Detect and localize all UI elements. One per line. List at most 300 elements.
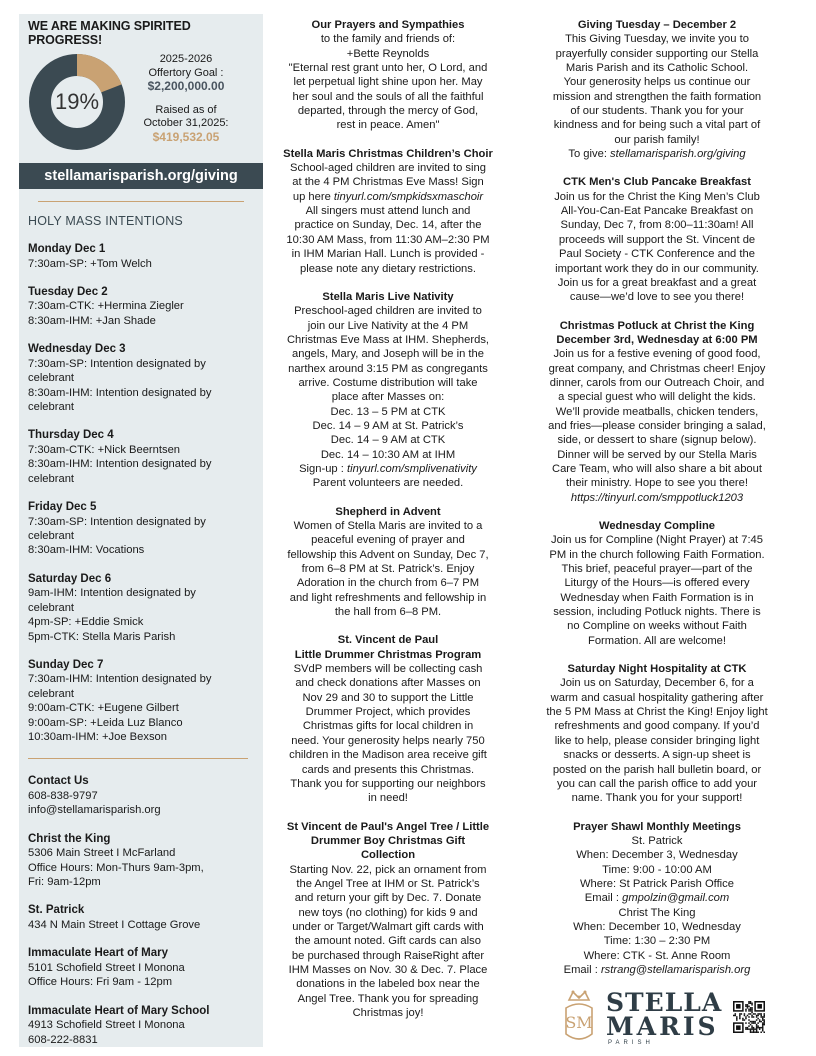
- mass-day: [28, 242, 254, 271]
- logo-line-2: MARIS: [606, 1012, 719, 1041]
- article-line: [269, 476, 507, 490]
- line-text: no Compline on weeks without Faith: [567, 620, 747, 633]
- article-line: [536, 691, 778, 705]
- mass-intention-line: 8:30am-IHM: Intention designated by: [28, 458, 212, 471]
- article-line: [269, 405, 507, 419]
- line-text: +Bette Reynolds: [346, 47, 430, 60]
- line-text: need. Your generosity helps nearly 750: [291, 734, 485, 747]
- line-text: All singers must attend lunch and: [305, 205, 471, 218]
- article-line: [536, 362, 778, 376]
- article-line: [269, 949, 507, 963]
- article-line: [536, 61, 778, 75]
- article: [269, 820, 507, 1021]
- article-line: [536, 777, 778, 791]
- line-text: Sunday, Dec 7, from 8:00–11:30am! All: [560, 219, 754, 232]
- mass-day-title: Friday Dec 5: [28, 501, 97, 514]
- mass-intention-line: celebrant: [28, 372, 75, 385]
- line-text: departed, through the mercy of God,: [297, 105, 479, 118]
- contact-block: [28, 1004, 254, 1047]
- line-text: and return your gift by Dec. 7. Donate: [294, 892, 482, 905]
- line-text: important work they do in our community.: [555, 262, 759, 275]
- line-text: Formation. All are welcome!: [587, 634, 727, 647]
- middle-column: [269, 18, 507, 1034]
- line-text: All-You-Can-Eat Pancake Breakfast on: [560, 205, 754, 218]
- line-text: refreshments and good company. If you’d: [554, 720, 760, 733]
- article-line: [536, 848, 778, 862]
- mass-day: [28, 285, 254, 328]
- article-line: [269, 719, 507, 733]
- progress-title: WE ARE MAKING SPIRITED PROGRESS!: [28, 19, 191, 47]
- article-line: [536, 47, 778, 61]
- mass-intention-line: 5pm-CTK: Stella Maris Parish: [28, 630, 176, 643]
- article-line: [269, 448, 507, 462]
- article-line: [269, 992, 507, 1006]
- article-title: Wednesday Compline: [598, 520, 716, 532]
- line-text: When: December 10, Wednesday: [573, 920, 741, 933]
- line-text: Care Team, who will also share a bit about: [552, 462, 762, 475]
- article-line: [536, 491, 778, 505]
- line-text: Maris Parish and its Catholic School.: [565, 62, 749, 75]
- article-line: [269, 32, 507, 46]
- article-line: [536, 791, 778, 805]
- article-line: [269, 462, 507, 476]
- goal-block: [136, 53, 236, 144]
- mass-intention-line: 7:30am-CTK: +Hermina Ziegler: [28, 300, 184, 313]
- line-text: Dinner will be served by our Stella Maris: [557, 448, 757, 461]
- article-line: [536, 676, 778, 690]
- article-line: [536, 634, 778, 648]
- contact-title: Immaculate Heart of Mary: [28, 947, 168, 960]
- line-text: new toys (no clothing) for kids 9 and: [298, 906, 478, 919]
- giving-url-banner[interactable]: stellamarisparish.org/giving: [19, 163, 263, 189]
- line-text: the Angel Tree at IHM or St. Patrick’s: [296, 877, 480, 890]
- mass-intention-line: 7:30am-SP: +Tom Welch: [28, 257, 152, 270]
- article-line: [269, 362, 507, 376]
- line-link[interactable]: rstrang@stellamarisparish.org: [600, 963, 751, 976]
- line-text: prayerfully consider supporting our Stella: [555, 47, 759, 60]
- article-line: [269, 204, 507, 218]
- contact-block: [28, 903, 254, 932]
- raised-label-2: October 31,2025:: [143, 117, 229, 129]
- article-title: Collection: [360, 849, 416, 862]
- article-line: [536, 533, 778, 547]
- line-text: We’ll provide meatballs, chicken tenders,: [555, 405, 759, 418]
- article: [269, 147, 507, 276]
- article-line: [269, 304, 507, 318]
- line-text: Dec. 14 – 10:30 AM at IHM: [320, 448, 456, 461]
- article-line: [536, 419, 778, 433]
- article-line: [269, 977, 507, 991]
- article-line: [269, 319, 507, 333]
- mass-intention-line: 8:30am-IHM: +Jan Shade: [28, 314, 156, 327]
- mass-intention-line: 9am-IHM: Intention designated by: [28, 587, 196, 600]
- divider: [28, 758, 248, 759]
- line-text: Christmas gifts for local children in: [302, 720, 474, 733]
- line-text: Time: 9:00 - 10:00 AM: [602, 863, 712, 876]
- article-line: [269, 161, 507, 175]
- article-line: [536, 763, 778, 777]
- article-line: [536, 462, 778, 476]
- article-line: [269, 763, 507, 777]
- article-title: CTK Men's Club Pancake Breakfast: [563, 176, 751, 189]
- article-line: [536, 433, 778, 447]
- article-title: Stella Maris Christmas Children’s Choir: [283, 147, 493, 160]
- mass-intention-line: 4pm-SP: +Eddie Smick: [28, 616, 144, 629]
- line-text: Nov 29 and 30 to support the Little: [302, 691, 474, 704]
- line-text: Where: CTK - St. Anne Room: [583, 949, 731, 962]
- line-text: in IHM Marian Hall. Lunch is provided -: [291, 248, 485, 261]
- article-line: [536, 605, 778, 619]
- article-line: [536, 934, 778, 948]
- article: [536, 18, 778, 161]
- divider: [38, 201, 244, 202]
- line-text: dinner, carols from our Outreach Choir, and: [549, 376, 765, 389]
- mass-day-title: Wednesday Dec 3: [28, 343, 126, 356]
- line-text: Email :: [584, 892, 623, 905]
- mass-intention-line: 9:00am-CTK: +Eugene Gilbert: [28, 702, 179, 715]
- line-text: and light refreshments and fellowship in: [289, 591, 487, 604]
- article-line: [536, 748, 778, 762]
- line-text: Paul Society - CTK Conference and the: [559, 248, 755, 261]
- article: [269, 633, 507, 805]
- line-text: St. Patrick: [631, 834, 683, 847]
- contact-line: Office Hours: Fri 9am - 12pm: [28, 976, 173, 989]
- article-title: Saturday Night Hospitality at CTK: [567, 663, 747, 676]
- contact-title: Christ the King: [28, 832, 111, 845]
- article-line: [269, 347, 507, 361]
- article-title: St. Vincent de Paul: [337, 634, 439, 647]
- mass-intention-line: celebrant: [28, 529, 75, 542]
- line-text: her soul and the souls of all the faithful: [292, 90, 484, 103]
- article: [269, 18, 507, 133]
- article-line: [536, 75, 778, 89]
- line-text: Time: 1:30 – 2:30 PM: [603, 935, 711, 948]
- line-link[interactable]: gmpolzin@gmail.com: [622, 892, 730, 905]
- article: [536, 820, 778, 978]
- article-line: [536, 218, 778, 232]
- article-line: [536, 906, 778, 920]
- article-line: [536, 190, 778, 204]
- line-text: a special guest who will delight the kids.: [558, 391, 756, 404]
- mass-intention-line: celebrant: [28, 601, 75, 614]
- article: [536, 319, 778, 505]
- mass-intention-line: celebrant: [28, 400, 75, 413]
- crown-monogram-icon: [560, 988, 598, 1046]
- mass-intention-line: 8:30am-IHM: Vocations: [28, 544, 145, 557]
- line-text: "Eternal rest grant unto her, O Lord, and: [288, 62, 488, 75]
- article-line: [269, 662, 507, 676]
- contact-line: 5101 Schofield Street I Monona: [28, 961, 185, 974]
- mass-day: [28, 500, 254, 558]
- article-line: [269, 734, 507, 748]
- article-line: [269, 1006, 507, 1020]
- article-line: [536, 133, 778, 147]
- article-line: [269, 175, 507, 189]
- article-line: [536, 548, 778, 562]
- article-line: [269, 247, 507, 261]
- line-text: and fries—please consider bringing a salad,: [548, 419, 766, 432]
- article-line: [269, 863, 507, 877]
- mass-intention-line: 7:30am-SP: Intention designated by: [28, 357, 206, 370]
- contact-block: [28, 832, 254, 890]
- article-line: [269, 262, 507, 276]
- line-text: donations in the labeled box near the: [296, 978, 480, 991]
- line-text: Where: St Patrick Parish Office: [580, 877, 734, 890]
- article-title: Shepherd in Advent: [335, 505, 441, 518]
- article-line: [269, 676, 507, 690]
- article-line: [269, 104, 507, 118]
- line-text: cards and presents this Christmas.: [301, 763, 475, 776]
- contact-line: info@stellamarisparish.org: [28, 804, 161, 817]
- article-line: [536, 147, 778, 161]
- article-line: [536, 118, 778, 132]
- article-title: St Vincent de Paul's Angel Tree / Little: [286, 820, 490, 833]
- article-title: December 3rd, Wednesday at 6:00 PM: [556, 333, 758, 346]
- article-line: [536, 963, 778, 977]
- contact-block: [28, 774, 254, 817]
- line-link[interactable]: stellamarisparish.org/giving: [610, 148, 746, 161]
- article-line: [269, 591, 507, 605]
- contact-line: 4913 Schofield Street I Monona: [28, 1019, 185, 1032]
- contact-line: Fri: 9am-12pm: [28, 876, 101, 889]
- mass-day: [28, 658, 254, 745]
- mass-day: [28, 342, 254, 414]
- article-line: [536, 591, 778, 605]
- line-text: in need!: [368, 792, 408, 805]
- article-line: [536, 576, 778, 590]
- contact-line: 608-222-8831: [28, 1033, 98, 1046]
- article: [536, 175, 778, 304]
- article-line: [269, 390, 507, 404]
- article-line: [536, 863, 778, 877]
- raised-label-1: Raised as of: [155, 103, 217, 116]
- mass-day-title: Tuesday Dec 2: [28, 285, 108, 298]
- line-text: Join us for Compline (Night Prayer) at 7:45: [550, 534, 764, 547]
- line-text: like to help, please consider bringing light: [554, 734, 760, 747]
- article-line: [269, 519, 507, 533]
- goal-year: 2025-2026: [159, 53, 213, 65]
- article-line: [536, 476, 778, 490]
- article-line: [269, 934, 507, 948]
- sidebar: [19, 14, 263, 1047]
- mass-intentions-list: [28, 242, 254, 744]
- line-text: Join us for a festive evening of good food,: [553, 348, 761, 361]
- goal-amount: $2,200,000.00: [147, 79, 225, 93]
- line-text: name. Thank you for your support!: [571, 792, 743, 805]
- line-text: let perpetual light shine upon her. May: [293, 76, 483, 89]
- line-link[interactable]: tinyurl.com/smpkidsxmaschoir: [333, 190, 484, 203]
- article-line: [536, 104, 778, 118]
- article-line: [269, 605, 507, 619]
- contact-line: 5306 Main Street I McFarland: [28, 847, 176, 860]
- article-line: [536, 891, 778, 905]
- right-column: [536, 18, 778, 991]
- line-text: Join us for the Christ the King Men’s Club: [554, 190, 760, 203]
- article-line: [536, 32, 778, 46]
- mass-intention-line: 7:30am-IHM: Intention designated by: [28, 673, 212, 686]
- contact-line: Office Hours: Mon-Thurs 9am-3pm,: [28, 861, 204, 874]
- mass-day-title: Sunday Dec 7: [28, 658, 104, 671]
- line-text: Adoration in the church from 6–7 PM: [296, 577, 480, 590]
- line-text: arrive. Costume distribution will take: [298, 376, 478, 389]
- line-text: mission and strengthen the faith formation: [552, 90, 762, 103]
- line-text: Sign-up :: [299, 462, 347, 475]
- article-line: [269, 705, 507, 719]
- article-line: [536, 347, 778, 361]
- article-line: [536, 562, 778, 576]
- contact-title: Immaculate Heart of Mary School: [28, 1004, 210, 1017]
- article: [269, 505, 507, 620]
- article-line: [536, 705, 778, 719]
- mass-intention-line: celebrant: [28, 472, 75, 485]
- line-text: to the family and friends of:: [320, 33, 456, 46]
- article-line: [269, 90, 507, 104]
- line-text: When: December 3, Wednesday: [576, 849, 738, 862]
- line-text: Thank you for supporting our neighbors: [290, 777, 486, 790]
- line-text: Drummer Project, which provides: [305, 706, 471, 719]
- article-line: [536, 877, 778, 891]
- offertory-progress: [28, 53, 254, 153]
- mass-intention-line: 7:30am-SP: Intention designated by: [28, 515, 206, 528]
- line-text: Wednesday when Faith Formation is in: [560, 591, 754, 604]
- line-text: Join us for a great breakfast and a great: [557, 276, 757, 289]
- line-text: the 5 PM Mass at Christ the King! Enjoy light: [546, 706, 768, 719]
- article-line: [536, 448, 778, 462]
- article-line: [269, 963, 507, 977]
- line-text: practice on Sunday, Dec. 14, after the: [294, 219, 482, 232]
- line-text: fellowship this Advent on Sunday, Dec 7,: [287, 548, 489, 561]
- logo-line-1: STELLA: [606, 988, 723, 1017]
- line-text: be purchased through RaiseRight after: [291, 949, 485, 962]
- line-text: This brief, peaceful prayer—part of the: [561, 563, 753, 576]
- article-line: [269, 791, 507, 805]
- line-text: the amount noted. Gift cards can also: [295, 935, 481, 948]
- line-text: please note any dietary restrictions.: [300, 262, 476, 275]
- article-title: Little Drummer Christmas Program: [294, 648, 482, 661]
- line-text: 10:30 AM Mass, from 11:30 AM–2:30 PM: [286, 233, 490, 246]
- line-text: Christ The King: [618, 906, 696, 919]
- line-text: warm and casual hospitality gathering after: [550, 691, 764, 704]
- mass-intentions-title: HOLY MASS INTENTIONS: [28, 214, 183, 228]
- article-line: [269, 218, 507, 232]
- line-text: This Giving Tuesday, we invite you to: [565, 33, 749, 46]
- line-text: Dec. 14 – 9 AM at St. Patrick’s: [312, 419, 464, 432]
- article: [269, 290, 507, 491]
- article-line: [269, 376, 507, 390]
- article-line: [269, 748, 507, 762]
- line-text: side, or dessert to share (signup below).: [557, 434, 757, 447]
- line-text: place after Masses on:: [331, 391, 445, 404]
- contact-line: 608-838-9797: [28, 789, 98, 802]
- line-link[interactable]: https://tinyurl.com/smppotluck1203: [570, 491, 744, 504]
- mass-day: [28, 428, 254, 486]
- article-line: [269, 533, 507, 547]
- article-title: Our Prayers and Sympathies: [311, 19, 465, 31]
- article-line: [536, 90, 778, 104]
- mass-day-title: Saturday Dec 6: [28, 572, 112, 585]
- logo-subtitle: PARISH: [608, 1040, 654, 1046]
- article: [536, 662, 778, 805]
- line-text: Liturgy of the Hours—is offered every: [564, 577, 750, 590]
- article-line: [536, 949, 778, 963]
- article-line: [269, 419, 507, 433]
- line-text: great company, and Christmas cheer! Enjoy: [548, 362, 766, 375]
- article-line: [269, 562, 507, 576]
- article-line: [269, 920, 507, 934]
- line-text: kindness and for being such a vital part of: [553, 119, 761, 132]
- article-line: [269, 61, 507, 75]
- line-text: Angel Tree. Thank you for spreading: [297, 992, 479, 1005]
- line-text: PM in the church following Faith Formation.: [549, 548, 765, 561]
- article-line: [536, 204, 778, 218]
- article-line: [269, 691, 507, 705]
- line-text: session, including Potluck nights. There is: [553, 606, 761, 619]
- article-line: [536, 262, 778, 276]
- qr-code-icon[interactable]: [733, 1001, 765, 1033]
- article-line: [269, 47, 507, 61]
- mass-intention-line: 8:30am-IHM: Intention designated by: [28, 386, 212, 399]
- line-text: SVdP members will be collecting cash: [293, 663, 483, 676]
- article-title: Drummer Boy Christmas Gift: [310, 834, 466, 847]
- line-text: IHM Masses on Nov. 30 & Dec. 7. Place: [288, 963, 488, 976]
- line-text: Dec. 14 – 9 AM at CTK: [330, 434, 446, 447]
- article-title: Giving Tuesday – December 2: [577, 19, 737, 31]
- contact-list: [28, 774, 254, 1047]
- line-text: the hall from 6–8 PM.: [334, 606, 442, 619]
- article-line: [536, 834, 778, 848]
- article-line: [536, 920, 778, 934]
- article-line: [536, 233, 778, 247]
- raised-amount: $419,532.05: [152, 129, 220, 144]
- line-text: Christmas joy!: [352, 1007, 424, 1019]
- progress-percent: 19%: [54, 89, 100, 114]
- line-text: Your generosity helps us continue our: [563, 76, 751, 89]
- line-text: our parish family!: [614, 133, 700, 146]
- article-line: [536, 719, 778, 733]
- line-link[interactable]: tinyurl.com/smplivenativity: [346, 462, 477, 475]
- goal-label: Offertory Goal :: [148, 66, 224, 79]
- logo-monogram: SM: [565, 1013, 593, 1032]
- article-line: [269, 433, 507, 447]
- article-line: [536, 405, 778, 419]
- contact-title: Contact Us: [28, 775, 89, 788]
- line-text: Dec. 13 – 5 PM at CTK: [330, 405, 446, 418]
- line-text: up here: [292, 190, 334, 203]
- line-text: and check donations after Masses on: [295, 677, 481, 690]
- line-text: Starting Nov. 22, pick an ornament from: [289, 863, 487, 876]
- line-text: their ministry. Hope to see you there!: [566, 477, 748, 490]
- article-line: [269, 877, 507, 891]
- line-text: angels, Mary, and Joseph will be in the: [292, 348, 484, 361]
- article-line: [269, 118, 507, 132]
- line-text: from 6–8 PM at St. Patrick’s. Enjoy: [301, 563, 475, 576]
- article-line: [269, 906, 507, 920]
- line-text: Email :: [563, 963, 601, 976]
- line-text: snacks or desserts. A sign-up sheet is: [563, 749, 751, 762]
- line-text: posted on the parish hall bulletin board, or: [552, 763, 762, 776]
- line-text: Parent volunteers are needed.: [312, 477, 464, 490]
- article-line: [269, 576, 507, 590]
- line-text: peaceful evening of prayer and: [311, 534, 465, 547]
- line-text: of our students. Thank you for your: [570, 105, 744, 118]
- mass-day-title: Thursday Dec 4: [28, 429, 114, 442]
- line-text: Preschool-aged children are invited to: [294, 305, 482, 318]
- line-text: narthex around 3:15 PM as congregants: [288, 362, 488, 375]
- line-text: under or Target/Walmart gift cards with: [292, 920, 484, 933]
- line-text: To give:: [568, 148, 611, 161]
- line-text: join our Live Nativity at the 4 PM: [307, 319, 469, 332]
- line-text: cause—we’d love to see you there!: [569, 291, 745, 304]
